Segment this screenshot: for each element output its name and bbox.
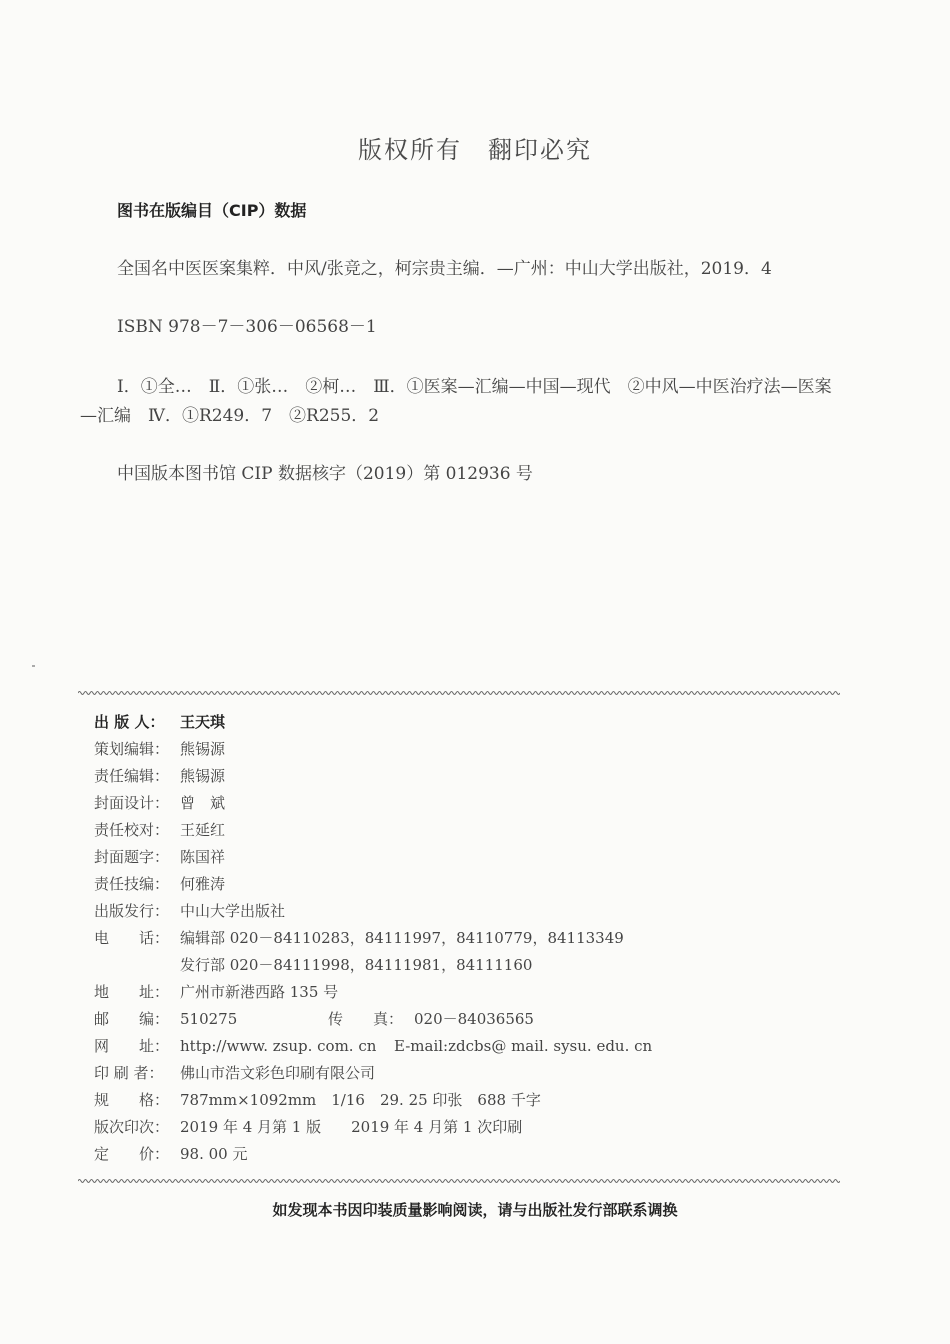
email-link[interactable]: E-mail:zdcbs@ mail. sysu. edu. cn	[394, 1037, 653, 1055]
pub-row-responsible-editor: 责任编辑： 熊锡源	[94, 767, 226, 785]
cip-title-entry	[80, 255, 840, 284]
pub-row-website: 网 址： http://www. zsup. com. cn E-mail:zdcbs@ mail. sysu. edu. cn	[94, 1033, 652, 1060]
fax-value: 020－84036565	[414, 1010, 534, 1028]
cip-title-text: 全国名中医医案集粹．中风/张竞之，柯宗贵主编．—广州：中山大学出版社，2019．4	[117, 259, 772, 279]
pub-row-phone: 电 话： 编辑部 020－84110283，84111997，84110779，84113349	[94, 929, 624, 947]
pub-row-publisher: 出 版 人： 王天琪	[94, 713, 226, 731]
pub-row-phone-2	[94, 952, 652, 979]
copyright-notice: 版权所有 翻印必究	[358, 136, 592, 164]
cip-isbn	[80, 313, 840, 342]
cip-classification-text: Ⅰ．①全… Ⅱ．①张… ②柯… Ⅲ．①医案—汇编—中国—现代 ②中风—中医治疗法—医案—汇编 Ⅳ．①R249．7 ②R255．2	[80, 377, 832, 426]
cip-classification	[80, 373, 840, 431]
pub-row-tech-editor: 责任技编： 何雅涛	[94, 875, 226, 893]
pub-row-format: 规 格： 787mm×1092mm 1/16 29. 25 印张 688 千字	[94, 1091, 541, 1109]
pub-row-cover-inscription: 封面题字： 陈国祥	[94, 848, 226, 866]
pub-row-price: 定 价： 98. 00 元	[94, 1145, 248, 1163]
cip-record-text: 中国版本图书馆 CIP 数据核字（2019）第 012936 号	[117, 464, 533, 484]
pub-row-planning-editor: 策划编辑： 熊锡源	[94, 740, 226, 758]
publication-info	[94, 709, 652, 1168]
pub-row-address: 地 址： 广州市新港西路 135 号	[94, 983, 339, 1001]
phone-editorial: 编辑部 020－84110283，84111997，84110779，84113349	[180, 929, 624, 947]
pub-row-postcode: 邮 编： 510275 传 真： 020－84036565	[94, 1006, 652, 1033]
postcode-value: 510275	[180, 1010, 238, 1028]
cip-isbn-text: ISBN 978－7－306－06568－1	[117, 317, 377, 337]
phone-distribution: 发行部 020－84111998，84111981，84111160	[180, 956, 533, 974]
pub-row-cover-design: 封面设计： 曾 斌	[94, 794, 226, 812]
cip-heading: 图书在版编目（CIP）数据	[117, 201, 307, 220]
pub-row-edition: 版次印次： 2019 年 4 月第 1 版 2019 年 4 月第 1 次印刷	[94, 1118, 523, 1136]
pub-row-proofreader: 责任校对： 王延红	[94, 821, 226, 839]
fax-label: 传 真：	[328, 1010, 404, 1028]
top-wavy-divider	[78, 688, 840, 698]
quality-notice: 如发现本书因印装质量影响阅读，请与出版社发行部联系调换	[272, 1201, 678, 1219]
cip-record-number	[80, 460, 840, 489]
website-link[interactable]: http://www. zsup. com. cn	[180, 1037, 377, 1055]
scan-speck	[32, 665, 35, 667]
pub-row-distribution: 出版发行： 中山大学出版社	[94, 902, 286, 920]
pub-row-printer: 印 刷 者： 佛山市浩文彩色印刷有限公司	[94, 1064, 376, 1082]
bottom-wavy-divider	[78, 1176, 840, 1186]
